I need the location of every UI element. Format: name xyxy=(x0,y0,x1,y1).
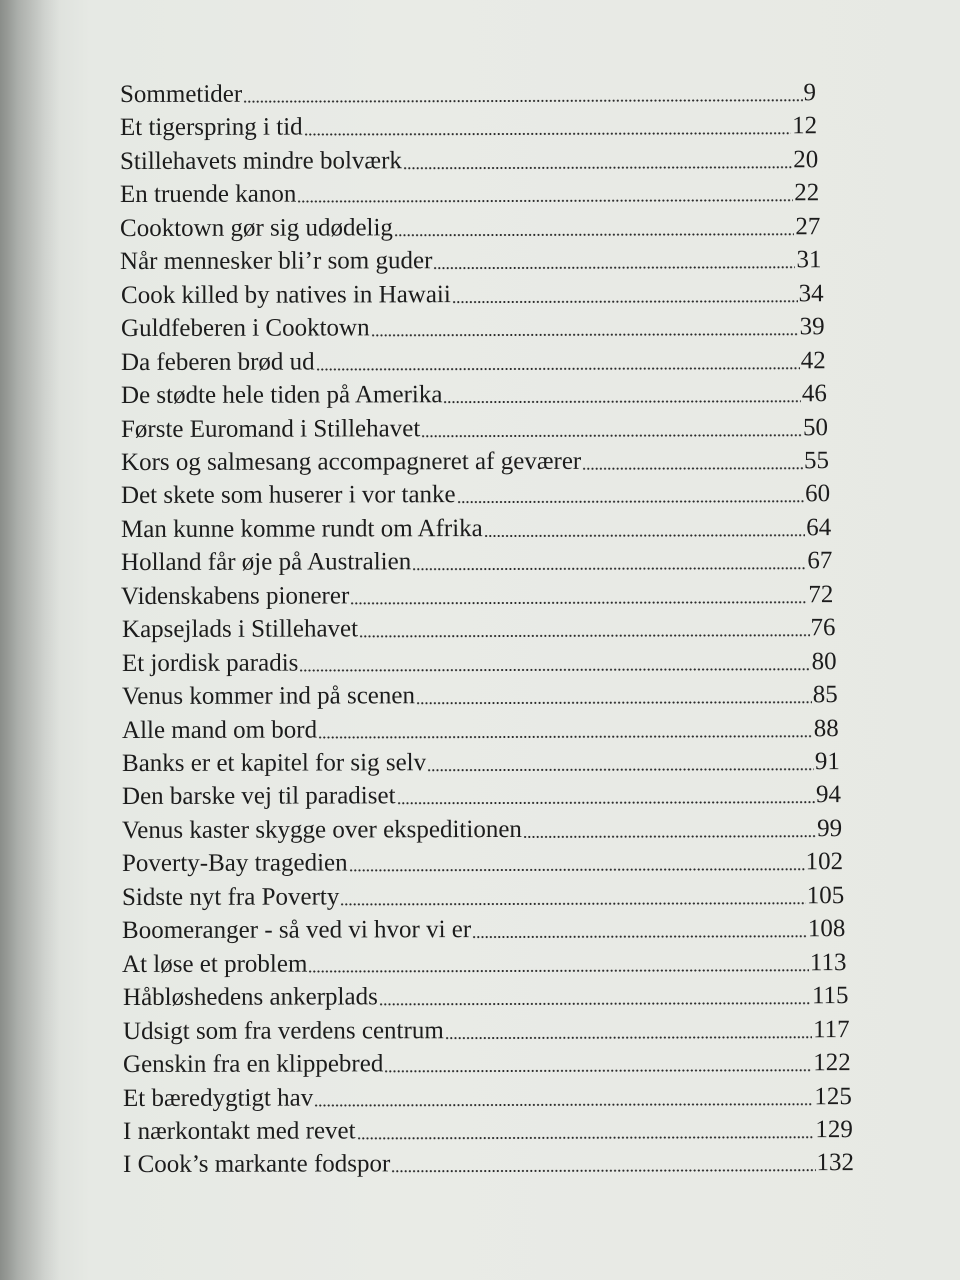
toc-entry-page-number: 12 xyxy=(792,112,818,140)
toc-dot-leader xyxy=(299,668,810,671)
toc-entry-page-number: 122 xyxy=(812,1049,851,1077)
toc-entry-title: Guldfeberen i Cooktown xyxy=(120,314,370,343)
toc-entry-title: Venus kommer ind på scenen xyxy=(121,682,415,711)
toc-entry xyxy=(120,245,822,277)
toc-dot-leader xyxy=(318,735,813,738)
toc-entry-title: Et bæredygtigt hav xyxy=(122,1084,314,1112)
toc-dot-leader xyxy=(443,400,800,403)
toc-entry-title: Kapsejlads i Stillehavet xyxy=(121,615,358,644)
toc-dot-leader xyxy=(384,1069,812,1072)
toc-entry-page-number: 85 xyxy=(812,681,838,709)
toc-dot-leader xyxy=(427,768,814,771)
toc-entry xyxy=(121,413,828,445)
toc-dot-leader xyxy=(394,233,794,236)
toc-entry xyxy=(122,747,840,779)
toc-entry-title: Cooktown gør sig udødelig xyxy=(120,214,394,242)
toc-entry-page-number: 72 xyxy=(808,580,834,608)
toc-entry-page-number: 94 xyxy=(815,781,841,809)
toc-entry-page-number: 117 xyxy=(812,1015,850,1043)
toc-entry-page-number: 60 xyxy=(805,480,831,508)
toc-entry-title: Man kunne komme rundt om Afrika xyxy=(121,514,484,543)
toc-entry-page-number: 50 xyxy=(802,413,828,441)
toc-entry-page-number: 76 xyxy=(809,614,836,642)
toc-entry-title: Udsigt som fra verdens centrum xyxy=(122,1016,444,1045)
toc-entry-page-number: 99 xyxy=(817,815,843,843)
toc-entry xyxy=(122,814,842,846)
toc-entry-title: Det skete som huserer i vor tanke xyxy=(121,481,456,510)
toc-entry xyxy=(120,112,817,144)
toc-dot-leader xyxy=(421,434,802,437)
toc-entry-page-number: 113 xyxy=(810,948,847,976)
toc-entry-title: Videnskabens pionerer xyxy=(121,582,350,610)
toc-entry-title: De stødte hele tiden på Amerika xyxy=(120,381,443,410)
toc-entry xyxy=(121,379,827,411)
toc-dot-leader xyxy=(523,835,816,838)
toc-entry-title: Kors og salmesang accompagneret af geværer xyxy=(120,447,582,476)
toc-dot-leader xyxy=(341,902,806,905)
toc-entry-title: Første Euromand i Stillehavet xyxy=(120,414,421,443)
toc-entry xyxy=(122,948,847,980)
toc-entry xyxy=(120,78,816,110)
toc-entry xyxy=(123,1048,851,1080)
toc-entry-title: Sommetider xyxy=(119,80,243,108)
toc-entry xyxy=(121,279,824,311)
toc-entry-page-number: 46 xyxy=(801,380,827,408)
toc-dot-leader xyxy=(243,99,802,102)
toc-entry-page-number: 132 xyxy=(816,1149,855,1177)
toc-dot-leader xyxy=(396,802,814,805)
toc-dot-leader xyxy=(359,634,809,637)
toc-entry xyxy=(120,145,818,177)
toc-entry-title: Holland får øje på Australien xyxy=(121,548,412,577)
toc-entry-page-number: 102 xyxy=(805,848,844,876)
toc-entry xyxy=(121,580,833,612)
toc-dot-leader xyxy=(451,300,797,303)
toc-entry-page-number: 80 xyxy=(811,647,837,675)
toc-dot-leader xyxy=(403,166,792,169)
toc-entry-title: Banks er et kapitel for sig selv xyxy=(121,749,427,777)
toc-entry-page-number: 39 xyxy=(799,313,825,341)
toc-dot-leader xyxy=(413,568,807,571)
toc-entry-page-number: 125 xyxy=(814,1082,852,1110)
toc-entry-title: Genskin fra en klippebred xyxy=(122,1050,384,1079)
toc-entry-title: Alle mand om bord xyxy=(121,716,317,744)
toc-dot-leader xyxy=(309,969,809,972)
toc-entry xyxy=(122,714,839,746)
toc-entry xyxy=(121,546,832,578)
toc-entry-title: I nærkontakt med revet xyxy=(122,1117,356,1145)
toc-entry xyxy=(120,212,820,244)
toc-entry-page-number: 108 xyxy=(808,915,846,943)
toc-entry-page-number: 27 xyxy=(795,212,821,241)
toc-entry xyxy=(121,480,830,512)
toc-entry xyxy=(122,647,837,679)
toc-dot-leader xyxy=(484,534,805,537)
toc-entry xyxy=(122,680,838,712)
toc-entry xyxy=(121,312,825,344)
toc-dot-leader xyxy=(370,333,798,336)
toc-entry-page-number: 64 xyxy=(806,513,832,542)
toc-entry xyxy=(121,346,826,378)
toc-entry-title: Stillehavets mindre bolværk xyxy=(120,147,403,175)
toc-dot-leader xyxy=(349,869,805,872)
toc-dot-leader xyxy=(351,601,808,604)
toc-entry-title: I Cook’s markante fodspor xyxy=(122,1150,391,1179)
toc-dot-leader xyxy=(444,1036,811,1039)
toc-dot-leader xyxy=(434,266,796,269)
toc-entry-page-number: 67 xyxy=(807,547,833,575)
toc-entry xyxy=(123,1115,853,1147)
toc-entry-title: Et jordisk paradis xyxy=(121,649,298,677)
toc-entry xyxy=(123,1082,852,1114)
toc-entry-page-number: 105 xyxy=(806,881,845,910)
toc-entry-title: Boomeranger - så ved vi hvor vi er xyxy=(122,916,472,945)
toc-dot-leader xyxy=(356,1136,814,1139)
toc-dot-leader xyxy=(473,935,808,938)
toc-entry-title: Når mennesker bli’r som guder xyxy=(120,247,433,276)
toc-entry-title: Håbløshedens ankerplads xyxy=(122,983,378,1012)
toc-entry xyxy=(122,781,841,813)
toc-dot-leader xyxy=(378,1002,810,1005)
toc-dot-leader xyxy=(391,1170,815,1173)
toc-dot-leader xyxy=(298,200,794,203)
toc-entry-title: Cook killed by natives in Hawaii xyxy=(120,280,451,309)
toc-entry-page-number: 88 xyxy=(813,714,839,742)
toc-dot-leader xyxy=(304,133,791,136)
toc-entry-page-number: 20 xyxy=(793,146,819,174)
toc-entry xyxy=(123,1015,850,1047)
toc-entry xyxy=(121,446,829,478)
toc-entry-title: Da feberen brød ud xyxy=(120,348,315,376)
toc-entry xyxy=(123,1148,854,1180)
toc-entry xyxy=(121,613,835,645)
toc-dot-leader xyxy=(315,367,799,370)
toc-entry-page-number: 22 xyxy=(794,179,820,207)
toc-dot-leader xyxy=(457,501,805,504)
toc-entry-title: Poverty-Bay tragedien xyxy=(122,849,348,878)
toc-entry xyxy=(120,179,819,211)
toc-entry-page-number: 42 xyxy=(800,346,826,374)
toc-entry-title: Sidste nyt fra Poverty xyxy=(122,883,340,911)
toc-entry-title: Venus kaster skygge over ekspeditionen xyxy=(122,815,523,844)
toc-entry xyxy=(122,881,844,913)
toc-dot-leader xyxy=(314,1103,813,1106)
toc-entry-page-number: 31 xyxy=(796,246,822,274)
toc-entry xyxy=(122,847,843,879)
toc-entry-title: Et tigerspring i tid xyxy=(120,113,303,142)
toc-entry-page-number: 115 xyxy=(811,982,849,1010)
toc-entry xyxy=(122,981,848,1013)
toc-entry-title: At løse et problem xyxy=(122,950,308,978)
toc-entry-page-number: 91 xyxy=(814,748,840,776)
toc-dot-leader xyxy=(416,701,812,704)
toc-entry-page-number: 9 xyxy=(803,79,817,107)
toc-dot-leader xyxy=(582,467,803,470)
toc-entry-page-number: 34 xyxy=(798,279,824,307)
toc-entry xyxy=(122,914,845,946)
toc-entry xyxy=(121,513,831,545)
toc-entry-page-number: 129 xyxy=(815,1116,853,1144)
toc-entry-title: Den barske vej til paradiset xyxy=(121,782,396,811)
toc-entry-title: En truende kanon xyxy=(120,180,297,209)
toc-entry-page-number: 55 xyxy=(804,447,830,475)
